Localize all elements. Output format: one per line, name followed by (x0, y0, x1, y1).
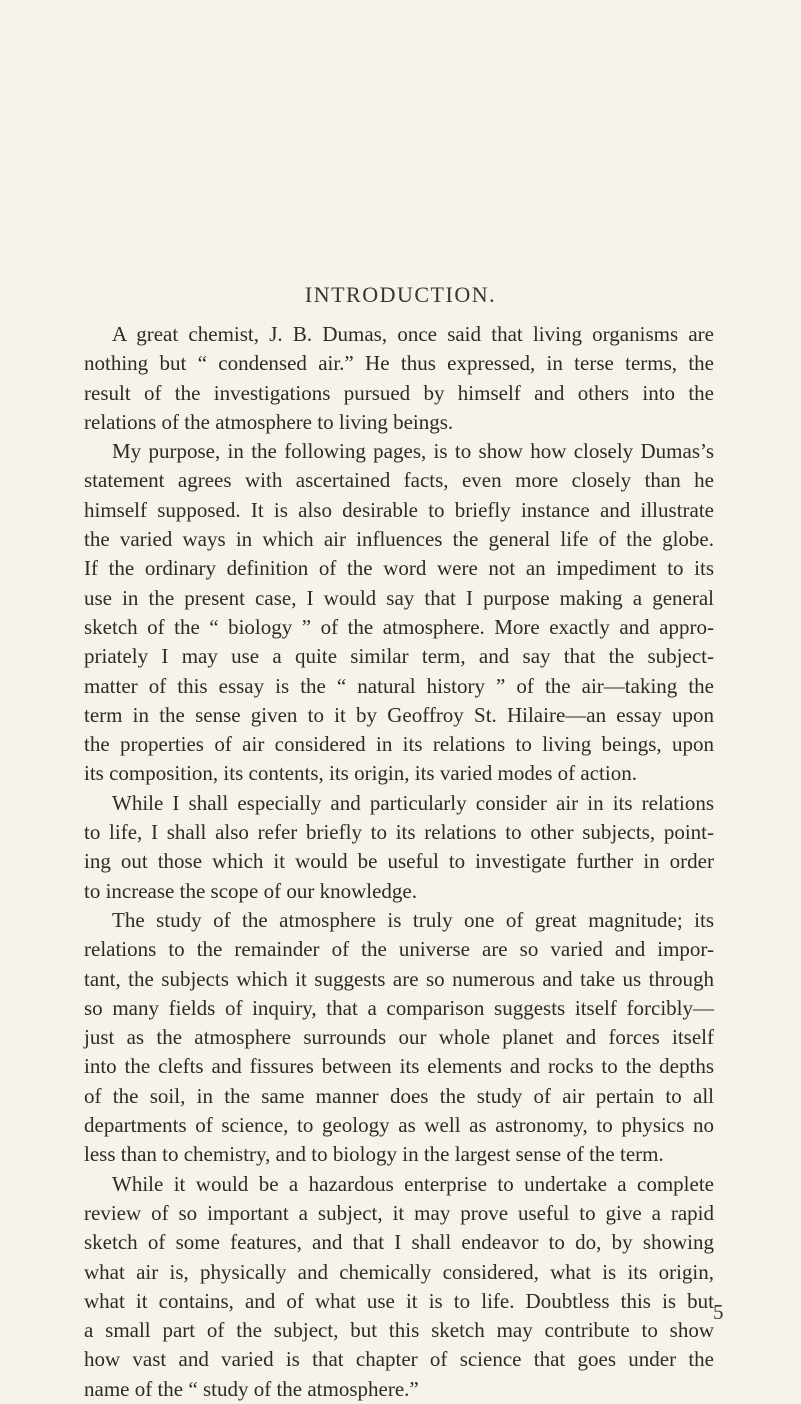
text-line: priately I may use a quite similar term, and say that the subject- (84, 644, 714, 669)
text-line: review of so important a subject, it may prove useful to give a rapid (84, 1200, 714, 1225)
text-line: departments of science, to geology as well as astronomy, to physics no (84, 1113, 714, 1138)
text-line: to life, I shall also refer briefly to its relations to other subjects, point- (84, 820, 714, 845)
text-line: result of the investigations pursued by himself and others into the (84, 380, 714, 405)
text-line: its composition, its contents, its origin, its varied modes of action. (84, 761, 637, 786)
text-line: sketch of some features, and that I shall endeavor to do, by showing (84, 1230, 714, 1255)
text-line: tant, the subjects which it suggests are so numerous and take us through (84, 966, 714, 991)
text-line: so many fields of inquiry, that a comparison suggests itself forcibly— (84, 995, 714, 1020)
text-line: ing out those which it would be useful to investigate further in order (84, 849, 714, 874)
chapter-heading: INTRODUCTION. (304, 282, 497, 307)
text-line: to increase the scope of our knowledge. (84, 878, 417, 903)
text-line: how vast and varied is that chapter of science that goes under the (84, 1347, 714, 1372)
text-line: the varied ways in which air influences the general life of the globe. (84, 527, 714, 552)
body-text (84, 320, 714, 1404)
page-number: 5 (713, 1300, 724, 1324)
text-line: nothing but “ condensed air.” He thus expressed, in terse terms, the (84, 351, 714, 376)
text-line: of the soil, in the same manner does the study of air pertain to all (84, 1083, 714, 1108)
text-line: less than to chemistry, and to biology in the largest sense of the term. (84, 1142, 664, 1167)
text-line: a small part of the subject, but this sketch may contribute to show (84, 1318, 714, 1343)
text-line: My purpose, in the following pages, is to show how closely Dumas’s (112, 439, 714, 464)
text-line: use in the present case, I would say that I purpose making a general (84, 585, 714, 610)
text-line: While it would be a hazardous enterprise to undertake a complete (112, 1171, 714, 1196)
text-line: If the ordinary definition of the word were not an impediment to its (84, 556, 714, 581)
text-line: statement agrees with ascertained facts, even more closely than he (84, 468, 714, 493)
text-line: The study of the atmosphere is truly one of great magnitude; its (112, 907, 714, 932)
text-line: the properties of air considered in its relations to living beings, upon (84, 732, 714, 757)
text-line: term in the sense given to it by Geoffroy St. Hilaire—an essay upon (84, 702, 714, 727)
text-line: relations of the atmosphere to living beings. (84, 409, 454, 434)
text-line: name of the “ study of the atmosphere.” (84, 1376, 419, 1401)
text-line: relations to the remainder of the universe are so varied and impor- (84, 937, 714, 962)
text-line: sketch of the “ biology ” of the atmosphere. More exactly and appro- (84, 614, 714, 639)
text-line: A great chemist, J. B. Dumas, once said that living organisms are (112, 322, 714, 346)
text-line: what air is, physically and chemically considered, what is its origin, (84, 1259, 714, 1284)
text-line: While I shall especially and particularly consider air in its relations (112, 790, 714, 815)
text-line: matter of this essay is the “ natural history ” of the air—taking the (84, 673, 714, 698)
text-line: just as the atmosphere surrounds our whole planet and forces itself (84, 1025, 714, 1050)
text-line: himself supposed. It is also desirable to briefly instance and illustrate (84, 497, 714, 522)
text-line: into the clefts and fissures between its elements and rocks to the depths (84, 1054, 714, 1079)
text-line: what it contains, and of what use it is to life. Doubtless this is but (84, 1288, 714, 1313)
